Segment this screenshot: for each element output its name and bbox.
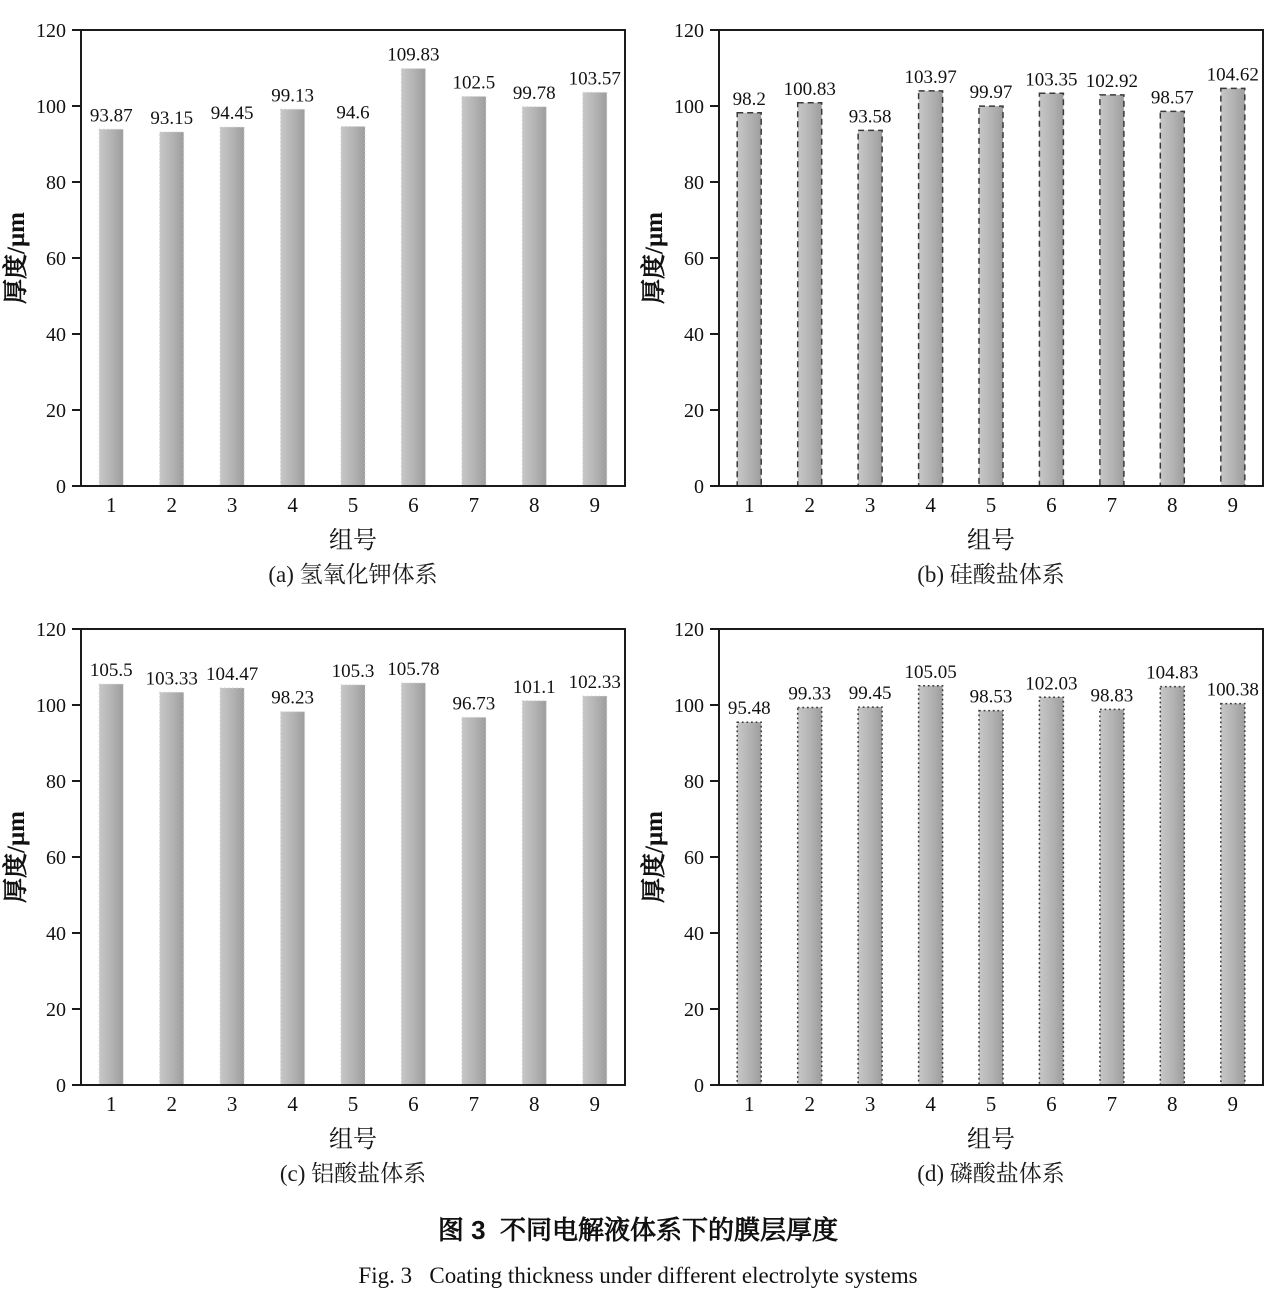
x-tick-label: 3	[226, 493, 238, 517]
x-tick-label: 3	[864, 1092, 876, 1116]
bar-value-label: 102.5	[452, 72, 496, 94]
subplot-d	[638, 601, 1276, 1200]
y-tick-label: 20	[684, 999, 704, 1021]
y-tick-label: 60	[46, 248, 66, 270]
bar-value-label: 99.78	[512, 82, 556, 104]
bar	[858, 130, 882, 486]
y-tick-label: 20	[684, 400, 704, 422]
bar-value-label: 96.73	[452, 693, 496, 715]
subplot-grid	[0, 2, 1276, 1200]
x-tick-label: 5	[347, 1092, 359, 1116]
bar	[1160, 111, 1184, 486]
bar-value-label: 98.83	[1090, 685, 1134, 707]
x-tick-label: 5	[347, 493, 359, 517]
x-tick-label: 6	[1046, 1092, 1057, 1116]
x-tick-label: 7	[468, 493, 480, 517]
x-tick-label: 9	[1227, 1092, 1239, 1116]
y-tick-label: 0	[56, 476, 66, 498]
x-tick-label: 2	[804, 493, 815, 517]
bar	[522, 701, 546, 1085]
y-tick-label: 20	[46, 999, 66, 1021]
y-axis-title: 厚度/μm	[3, 811, 30, 903]
x-tick-label: 1	[743, 493, 755, 517]
bar-value-label: 103.97	[904, 66, 957, 88]
bar	[281, 712, 305, 1085]
bar-value-label: 103.35	[1025, 69, 1078, 91]
bar-value-label: 95.48	[727, 698, 771, 720]
bar	[737, 722, 761, 1085]
figure-title-zh: 图 3 不同电解液体系下的膜层厚度	[437, 1215, 839, 1245]
x-tick-label: 5	[985, 493, 997, 517]
y-tick-label: 40	[684, 324, 704, 346]
y-tick-label: 80	[46, 771, 66, 793]
y-tick-label: 120	[36, 619, 66, 641]
x-tick-label: 8	[529, 493, 540, 517]
bar	[281, 109, 305, 486]
y-tick-label: 0	[56, 1075, 66, 1097]
x-tick-label: 3	[226, 1092, 238, 1116]
y-tick-label: 100	[36, 695, 66, 717]
bar-value-label: 102.92	[1085, 70, 1139, 92]
bar	[1100, 95, 1124, 486]
bar-value-label: 98.23	[271, 687, 314, 709]
bar	[798, 103, 822, 486]
y-tick-label: 80	[684, 771, 704, 793]
bar-value-label: 103.57	[568, 68, 621, 90]
subplot-b-caption: (b) 硅酸盐体系	[917, 562, 1065, 587]
bar	[919, 686, 943, 1085]
x-tick-label: 4	[925, 1092, 936, 1116]
bar	[462, 97, 486, 487]
bar	[401, 683, 425, 1085]
bar-value-label: 93.58	[848, 106, 892, 128]
x-tick-label: 7	[1106, 493, 1118, 517]
x-tick-label: 1	[105, 1092, 117, 1116]
x-tick-label: 4	[287, 1092, 298, 1116]
bar-value-label: 109.83	[387, 44, 440, 66]
bar-value-label: 104.47	[205, 664, 259, 685]
bar-value-label: 99.97	[969, 82, 1013, 104]
y-tick-label: 20	[46, 400, 66, 422]
subplot-a-caption: (a) 氢氧化钾体系	[268, 562, 438, 587]
bar-value-label: 103.33	[145, 668, 198, 690]
bar-value-label: 94.45	[210, 103, 254, 125]
x-tick-label: 4	[287, 493, 298, 517]
bar-value-label: 105.05	[904, 661, 957, 683]
bar-value-label: 99.45	[848, 683, 892, 705]
bar-value-label: 98.53	[969, 686, 1013, 708]
y-tick-label: 40	[684, 923, 704, 945]
bar	[341, 127, 365, 487]
y-tick-label: 60	[684, 847, 704, 869]
bar	[160, 132, 184, 486]
bar	[99, 129, 123, 486]
subplot-b	[638, 2, 1276, 601]
bar	[522, 107, 546, 486]
y-tick-label: 100	[36, 96, 66, 118]
y-tick-label: 120	[674, 619, 704, 641]
x-axis-title: 组号	[967, 528, 1015, 554]
y-tick-label: 60	[46, 847, 66, 869]
bar-value-label: 100.38	[1206, 679, 1259, 701]
bar-value-label: 102.03	[1025, 673, 1078, 695]
x-tick-label: 9	[589, 1092, 601, 1116]
x-tick-label: 7	[1106, 1092, 1118, 1116]
subplot-c	[0, 601, 638, 1200]
bar	[737, 113, 761, 486]
bar	[979, 106, 1003, 486]
x-tick-label: 9	[589, 493, 601, 517]
figure-title-en: Fig. 3 Coating thickness under different electrolyte systems	[358, 1263, 918, 1288]
bar	[1039, 697, 1063, 1085]
x-tick-label: 4	[925, 493, 936, 517]
bar-value-label: 100.83	[783, 78, 836, 100]
bar	[1221, 704, 1245, 1085]
bar-value-label: 101.1	[512, 676, 556, 698]
bar	[341, 685, 365, 1085]
bar-chart-silicate-system	[638, 2, 1276, 554]
bar	[401, 69, 425, 486]
x-tick-label: 6	[408, 1092, 419, 1116]
y-axis-title: 厚度/μm	[641, 212, 668, 304]
bar	[798, 708, 822, 1086]
y-axis-title: 厚度/μm	[3, 212, 30, 304]
bar	[979, 711, 1003, 1085]
bar-value-label: 102.33	[568, 672, 621, 694]
y-tick-label: 40	[46, 923, 66, 945]
x-axis-title: 组号	[329, 528, 377, 554]
bar-value-label: 105.5	[89, 660, 133, 682]
bar-value-label: 99.13	[271, 85, 314, 107]
bar-value-label: 104.62	[1206, 64, 1259, 86]
bar-chart-aluminate-system	[0, 601, 638, 1153]
x-tick-label: 1	[743, 1092, 755, 1116]
y-tick-label: 120	[674, 20, 704, 42]
bar-value-label: 99.33	[788, 683, 832, 705]
y-tick-label: 80	[46, 172, 66, 194]
x-axis-title: 组号	[329, 1127, 377, 1153]
y-tick-label: 60	[684, 248, 704, 270]
x-tick-label: 5	[985, 1092, 997, 1116]
bar	[583, 696, 607, 1085]
bar-chart-koh-system	[0, 2, 638, 554]
y-tick-label: 80	[684, 172, 704, 194]
bar-chart-phosphate-system	[638, 601, 1276, 1153]
y-tick-label: 0	[694, 1075, 704, 1097]
x-axis-title: 组号	[967, 1127, 1015, 1153]
x-tick-label: 2	[166, 493, 177, 517]
bar	[1160, 687, 1184, 1085]
bar	[99, 684, 123, 1085]
y-tick-label: 40	[46, 324, 66, 346]
bar	[462, 717, 486, 1085]
bar-value-label: 93.87	[89, 105, 133, 127]
bar	[220, 688, 244, 1085]
bar	[1221, 88, 1245, 486]
x-tick-label: 3	[864, 493, 876, 517]
subplot-c-caption: (c) 铝酸盐体系	[279, 1161, 427, 1186]
x-tick-label: 6	[1046, 493, 1057, 517]
x-tick-label: 1	[105, 493, 117, 517]
bar-value-label: 98.57	[1150, 87, 1194, 109]
y-tick-label: 100	[674, 96, 704, 118]
y-axis-title: 厚度/μm	[641, 811, 668, 903]
y-tick-label: 100	[674, 695, 704, 717]
bar-value-label: 93.15	[150, 108, 194, 129]
x-tick-label: 2	[166, 1092, 177, 1116]
bar-value-label: 98.2	[732, 88, 766, 110]
bar-value-label: 104.83	[1146, 662, 1199, 684]
bar	[583, 92, 607, 486]
bar-value-label: 105.78	[387, 659, 440, 680]
x-tick-label: 2	[804, 1092, 815, 1116]
bar	[1039, 93, 1063, 486]
bar-value-label: 94.6	[336, 102, 370, 124]
bar-value-label: 105.3	[331, 660, 375, 682]
bar	[220, 127, 244, 486]
x-tick-label: 8	[529, 1092, 540, 1116]
subplot-d-caption: (d) 磷酸盐体系	[917, 1161, 1065, 1186]
bar	[919, 91, 943, 486]
x-tick-label: 6	[408, 493, 419, 517]
x-tick-label: 8	[1167, 493, 1178, 517]
x-tick-label: 9	[1227, 493, 1239, 517]
bar	[160, 692, 184, 1085]
y-tick-label: 120	[36, 20, 66, 42]
bar	[858, 707, 882, 1085]
y-tick-label: 0	[694, 476, 704, 498]
x-tick-label: 8	[1167, 1092, 1178, 1116]
subplot-a	[0, 2, 638, 601]
x-tick-label: 7	[468, 1092, 480, 1116]
bar	[1100, 709, 1124, 1085]
